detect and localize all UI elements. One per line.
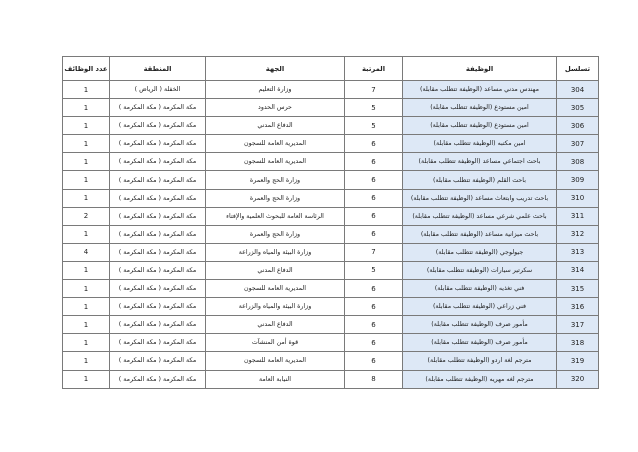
cell-job: امين مستودع (الوظيفة تتطلب مقابلة) xyxy=(403,99,557,117)
cell-count: 1 xyxy=(63,117,110,135)
cell-job: باحث تدريب وابتعاث مساعد (الوظيفة تتطلب مقابلة) xyxy=(403,189,557,207)
table-row xyxy=(63,298,599,316)
header-count: عدد الوظائف xyxy=(63,57,110,81)
cell-seq: 315 xyxy=(557,280,599,298)
table-row xyxy=(63,189,599,207)
cell-count: 1 xyxy=(63,316,110,334)
jobs-table-page xyxy=(62,56,598,389)
cell-job: باحث ميزانية مساعد (الوظيفة تتطلب مقابلة) xyxy=(403,225,557,243)
cell-rank: 6 xyxy=(345,171,403,189)
cell-job: باحث القلم (الوظيفة تتطلب مقابلة) xyxy=(403,171,557,189)
cell-seq: 317 xyxy=(557,316,599,334)
cell-seq: 310 xyxy=(557,189,599,207)
cell-region: الخفلة ( الرياض ) xyxy=(110,81,206,99)
cell-region: مكة المكرمة ( مكة المكرمة ) xyxy=(110,243,206,261)
cell-seq: 305 xyxy=(557,99,599,117)
cell-entity: وزارة البيئة والمياه والزراعة xyxy=(206,298,345,316)
cell-entity: النيابة العامة xyxy=(206,370,345,388)
table-row xyxy=(63,117,599,135)
cell-region: مكة المكرمة ( مكة المكرمة ) xyxy=(110,352,206,370)
table-row xyxy=(63,171,599,189)
header-region: المنطقة xyxy=(110,57,206,81)
cell-entity: الرئاسة العامة للبحوث العلمية والإفتاء xyxy=(206,207,345,225)
cell-count: 1 xyxy=(63,334,110,352)
cell-count: 1 xyxy=(63,135,110,153)
cell-region: مكة المكرمة ( مكة المكرمة ) xyxy=(110,135,206,153)
cell-job: جيولوجي (الوظيفة تتطلب مقابلة) xyxy=(403,243,557,261)
cell-region: مكة المكرمة ( مكة المكرمة ) xyxy=(110,153,206,171)
cell-entity: وزارة البيئة والمياه والزراعة xyxy=(206,243,345,261)
jobs-table xyxy=(62,56,599,389)
table-row xyxy=(63,280,599,298)
cell-region: مكة المكرمة ( مكة المكرمة ) xyxy=(110,370,206,388)
cell-rank: 6 xyxy=(345,298,403,316)
cell-seq: 313 xyxy=(557,243,599,261)
cell-seq: 309 xyxy=(557,171,599,189)
cell-job: مهندس مدني مساعد (الوظيفة تتطلب مقابلة) xyxy=(403,81,557,99)
cell-seq: 311 xyxy=(557,207,599,225)
cell-entity: وزارة الحج والعمرة xyxy=(206,225,345,243)
table-row xyxy=(63,243,599,261)
cell-entity: حرس الحدود xyxy=(206,99,345,117)
cell-region: مكة المكرمة ( مكة المكرمة ) xyxy=(110,334,206,352)
table-body xyxy=(63,81,599,389)
cell-region: مكة المكرمة ( مكة المكرمة ) xyxy=(110,117,206,135)
cell-count: 1 xyxy=(63,280,110,298)
cell-seq: 316 xyxy=(557,298,599,316)
cell-count: 4 xyxy=(63,243,110,261)
table-row xyxy=(63,81,599,99)
cell-rank: 6 xyxy=(345,225,403,243)
cell-rank: 6 xyxy=(345,334,403,352)
header-rank: المرتبة xyxy=(345,57,403,81)
cell-job: فني تغذيه (الوظيفة تتطلب مقابلة) xyxy=(403,280,557,298)
cell-count: 2 xyxy=(63,207,110,225)
cell-job: امين مكتبه (الوظيفة تتطلب مقابلة) xyxy=(403,135,557,153)
table-row xyxy=(63,352,599,370)
cell-entity: وزارة الحج والعمرة xyxy=(206,189,345,207)
table-row xyxy=(63,153,599,171)
cell-region: مكة المكرمة ( مكة المكرمة ) xyxy=(110,298,206,316)
cell-entity: المديرية العامة للسجون xyxy=(206,280,345,298)
cell-rank: 6 xyxy=(345,280,403,298)
cell-rank: 6 xyxy=(345,189,403,207)
cell-rank: 5 xyxy=(345,261,403,279)
cell-count: 1 xyxy=(63,352,110,370)
cell-entity: الدفاع المدني xyxy=(206,316,345,334)
table-row xyxy=(63,370,599,388)
cell-entity: المديرية العامة للسجون xyxy=(206,153,345,171)
cell-count: 1 xyxy=(63,153,110,171)
cell-job: مترجم لغه مهريه (الوظيفة تتطلب مقابلة) xyxy=(403,370,557,388)
header-entity: الجهة xyxy=(206,57,345,81)
cell-entity: قوة أمن المنشآت xyxy=(206,334,345,352)
cell-job: فني زراعي (الوظيفة تتطلب مقابلة) xyxy=(403,298,557,316)
cell-region: مكة المكرمة ( مكة المكرمة ) xyxy=(110,99,206,117)
cell-entity: المديرية العامة للسجون xyxy=(206,135,345,153)
cell-job: باحث اجتماعي مساعد (الوظيفة تتطلب مقابلة) xyxy=(403,153,557,171)
cell-job: سكرتير سيارات (الوظيفة تتطلب مقابلة) xyxy=(403,261,557,279)
cell-seq: 319 xyxy=(557,352,599,370)
cell-seq: 320 xyxy=(557,370,599,388)
cell-region: مكة المكرمة ( مكة المكرمة ) xyxy=(110,207,206,225)
table-row xyxy=(63,261,599,279)
cell-entity: وزارة التعليم xyxy=(206,81,345,99)
table-row xyxy=(63,135,599,153)
cell-rank: 6 xyxy=(345,135,403,153)
header-seq: تسلسل xyxy=(557,57,599,81)
table-row xyxy=(63,334,599,352)
cell-seq: 306 xyxy=(557,117,599,135)
cell-seq: 318 xyxy=(557,334,599,352)
cell-count: 1 xyxy=(63,81,110,99)
cell-rank: 8 xyxy=(345,370,403,388)
cell-region: مكة المكرمة ( مكة المكرمة ) xyxy=(110,225,206,243)
cell-job: امين مستودع (الوظيفة تتطلب مقابلة) xyxy=(403,117,557,135)
cell-region: مكة المكرمة ( مكة المكرمة ) xyxy=(110,316,206,334)
cell-entity: وزارة الحج والعمرة xyxy=(206,171,345,189)
table-row xyxy=(63,316,599,334)
table-row xyxy=(63,225,599,243)
table-row xyxy=(63,207,599,225)
table-header-row xyxy=(63,57,599,81)
cell-rank: 7 xyxy=(345,81,403,99)
cell-job: مأمور صرف (الوظيفة تتطلب مقابلة) xyxy=(403,334,557,352)
cell-job: مأمور صرف (الوظيفة تتطلب مقابلة) xyxy=(403,316,557,334)
cell-rank: 7 xyxy=(345,243,403,261)
cell-entity: المديرية العامة للسجون xyxy=(206,352,345,370)
cell-rank: 6 xyxy=(345,316,403,334)
cell-entity: الدفاع المدني xyxy=(206,117,345,135)
cell-count: 1 xyxy=(63,261,110,279)
cell-region: مكة المكرمة ( مكة المكرمة ) xyxy=(110,261,206,279)
cell-entity: الدفاع المدني xyxy=(206,261,345,279)
cell-seq: 304 xyxy=(557,81,599,99)
cell-rank: 5 xyxy=(345,117,403,135)
cell-region: مكة المكرمة ( مكة المكرمة ) xyxy=(110,280,206,298)
cell-job: باحث علمي شرعي مساعد (الوظيفة تتطلب مقابلة) xyxy=(403,207,557,225)
cell-seq: 308 xyxy=(557,153,599,171)
cell-job: مترجم لغة اردو (الوظيفة تتطلب مقابلة) xyxy=(403,352,557,370)
cell-rank: 6 xyxy=(345,352,403,370)
cell-count: 1 xyxy=(63,171,110,189)
table-row xyxy=(63,99,599,117)
cell-rank: 5 xyxy=(345,99,403,117)
header-job: الوظيفة xyxy=(403,57,557,81)
cell-count: 1 xyxy=(63,298,110,316)
cell-count: 1 xyxy=(63,370,110,388)
cell-seq: 314 xyxy=(557,261,599,279)
cell-region: مكة المكرمة ( مكة المكرمة ) xyxy=(110,171,206,189)
cell-count: 1 xyxy=(63,189,110,207)
cell-count: 1 xyxy=(63,225,110,243)
cell-seq: 312 xyxy=(557,225,599,243)
cell-seq: 307 xyxy=(557,135,599,153)
cell-rank: 6 xyxy=(345,207,403,225)
cell-region: مكة المكرمة ( مكة المكرمة ) xyxy=(110,189,206,207)
cell-rank: 6 xyxy=(345,153,403,171)
cell-count: 1 xyxy=(63,99,110,117)
